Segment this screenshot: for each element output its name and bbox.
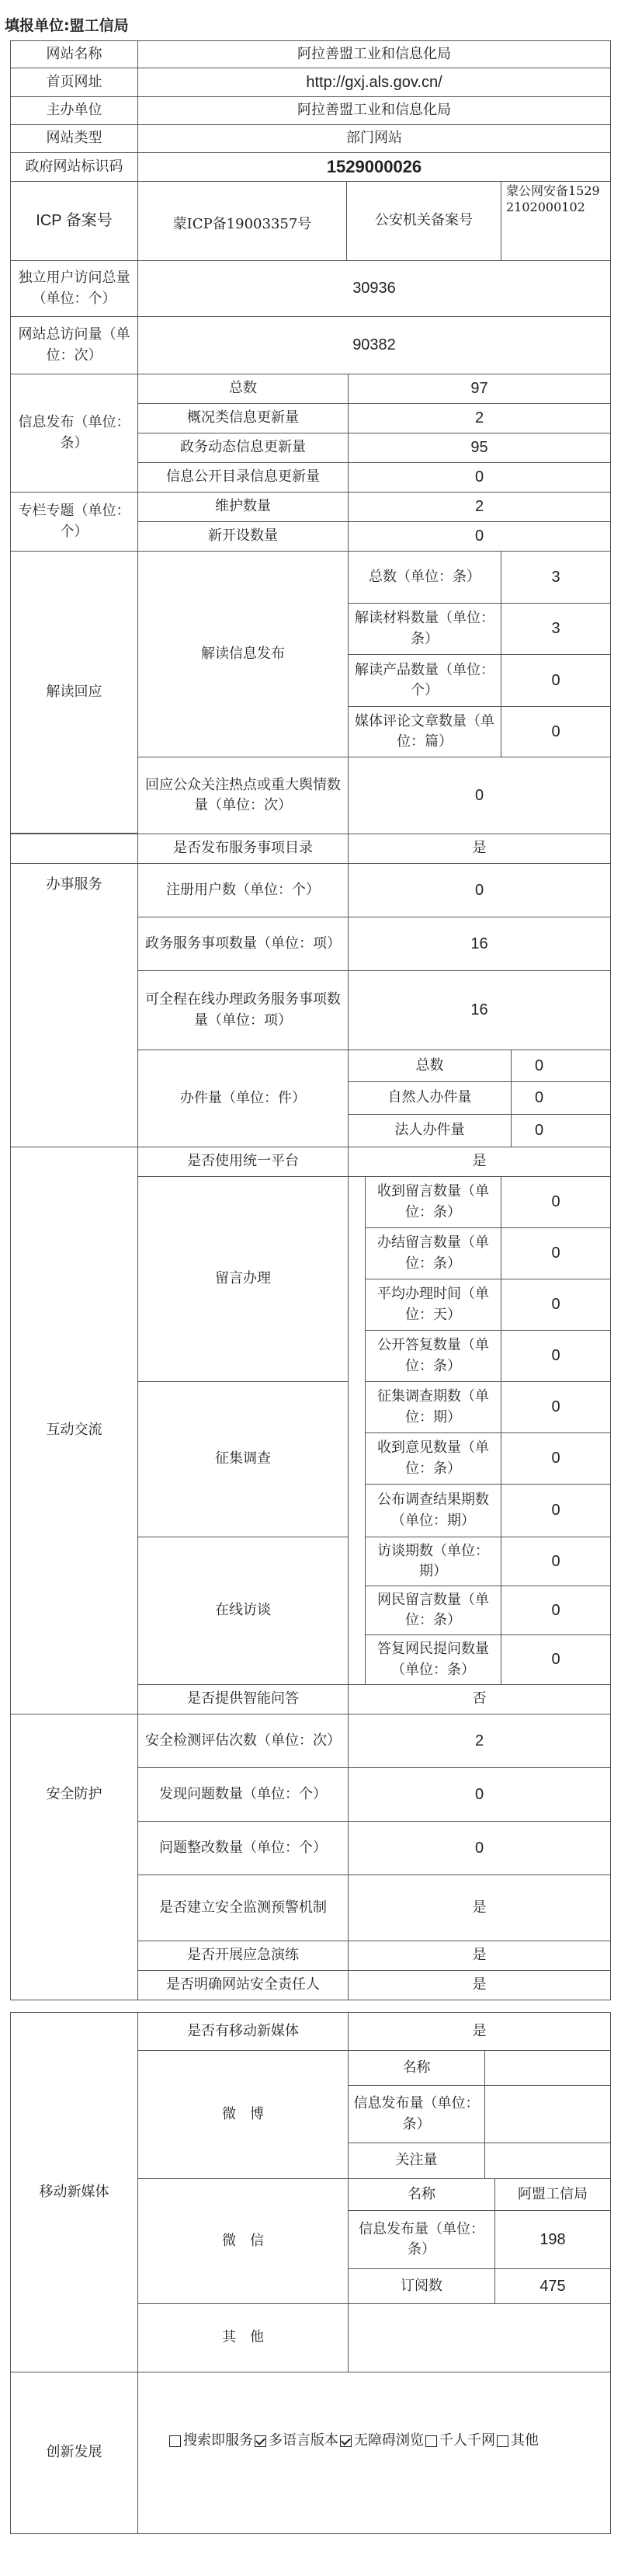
column-new-label: 新开设数量	[137, 521, 349, 552]
security-checks-label: 安全检测评估次数（单位：次）	[137, 1714, 349, 1768]
handle-total-value: 0	[511, 1050, 611, 1082]
msg-received-value: 0	[501, 1176, 611, 1228]
info-catalog-label: 信息公开目录信息更新量	[137, 462, 349, 493]
innovation-label: 创新发展	[10, 2372, 138, 2534]
info-total-label: 总数	[137, 374, 349, 404]
unchecked-checkbox-icon[interactable]	[169, 2435, 181, 2447]
icp-value: 蒙ICP备19003357号	[137, 181, 347, 261]
interpret-total-label: 总数（单位：条）	[348, 551, 501, 604]
icp-label: ICP 备案号	[10, 181, 138, 261]
security-fixed-value: 0	[348, 1821, 611, 1875]
police-label: 公安机关备案号	[346, 181, 501, 261]
site-type-label: 网站类型	[10, 124, 138, 153]
innovation-option-label: 千人千网	[439, 2432, 495, 2449]
info-overview-label: 概况类信息更新量	[137, 403, 349, 433]
sponsor-value: 阿拉善盟工业和信息化局	[137, 96, 611, 125]
interpret-product-value: 0	[501, 654, 611, 707]
handle-natural-value: 0	[511, 1081, 611, 1115]
msg-done-value: 0	[501, 1227, 611, 1279]
respond-label: 回应公众关注热点或重大舆情数量（单位：次）	[137, 757, 349, 834]
monitor-blank	[10, 1875, 138, 2000]
smart-value: 否	[348, 1684, 611, 1714]
innovation-option[interactable]	[169, 2431, 253, 2451]
service-online-label: 可全程在线办理政务服务事项数量（单位：项）	[137, 970, 349, 1050]
innovation-options	[137, 2372, 611, 2534]
platform-label: 是否使用统一平台	[137, 1147, 349, 1177]
site-name-label: 网站名称	[10, 40, 138, 68]
wechat-name-label: 名称	[348, 2178, 495, 2211]
interview-messages-label: 网民留言数量（单位：条）	[365, 1586, 501, 1635]
service-list-blank	[10, 834, 138, 864]
mobile-has-value: 是	[348, 2012, 611, 2051]
handle-total-label: 总数	[348, 1050, 512, 1082]
checked-checkbox-icon[interactable]	[340, 2435, 352, 2447]
weibo-label: 微 博	[137, 2050, 349, 2179]
column-maintain-label: 维护数量	[137, 492, 349, 522]
mobile-label: 移动新媒体	[10, 2012, 138, 2372]
msg-label: 留言办理	[137, 1176, 349, 1382]
interaction-label: 互动交流	[10, 1147, 138, 1714]
interview-answers-value: 0	[501, 1634, 611, 1685]
service-label: 办事服务	[10, 863, 138, 1147]
info-news-label: 政务动态信息更新量	[137, 433, 349, 463]
service-items-label: 政务服务事项数量（单位：项）	[137, 917, 349, 971]
monitor-value: 是	[348, 1875, 611, 1941]
msg-avg-value: 0	[501, 1279, 611, 1331]
police-value: 蒙公网安备15292102000102	[501, 181, 611, 261]
home-url-value[interactable]: http://gxj.als.gov.cn/	[137, 68, 611, 97]
innovation-option-label: 多语言版本	[269, 2432, 338, 2449]
security-issues-label: 发现问题数量（单位：个）	[137, 1767, 349, 1822]
weibo-follow-value	[484, 2143, 611, 2179]
drill-value: 是	[348, 1941, 611, 1971]
resp-label: 是否明确网站安全责任人	[137, 1970, 349, 2000]
other-value	[348, 2303, 611, 2372]
platform-value: 是	[348, 1147, 611, 1177]
wechat-subs-label: 订阅数	[348, 2268, 495, 2304]
wechat-name-value: 阿盟工信局	[494, 2178, 611, 2211]
survey-opinions-label: 收到意见数量（单位：条）	[365, 1432, 501, 1485]
service-reg-label: 注册用户数（单位：个）	[137, 863, 349, 917]
column-new-value: 0	[348, 521, 611, 552]
weibo-name-label: 名称	[348, 2050, 485, 2086]
innovation-option[interactable]	[340, 2431, 424, 2451]
service-list-value: 是	[348, 834, 611, 864]
pv-label: 网站总访问量（单位：次）	[10, 316, 138, 374]
interpret-material-label: 解读材料数量（单位：条）	[348, 603, 501, 655]
interpret-publish-label: 解读信息发布	[137, 551, 349, 757]
interpret-total-value: 3	[501, 551, 611, 604]
survey-opinions-value: 0	[501, 1432, 611, 1485]
innovation-option[interactable]	[425, 2431, 495, 2451]
info-news-value: 95	[348, 433, 611, 463]
interview-periods-label: 访谈期数（单位：期）	[365, 1537, 501, 1586]
info-overview-value: 2	[348, 403, 611, 433]
handle-natural-label: 自然人办件量	[348, 1081, 512, 1115]
pv-value: 90382	[137, 316, 611, 374]
drill-label: 是否开展应急演练	[137, 1941, 349, 1971]
service-items-value: 16	[348, 917, 611, 971]
handle-legal-value: 0	[511, 1114, 611, 1147]
weibo-follow-label: 关注量	[348, 2143, 485, 2179]
weibo-name-value	[484, 2050, 611, 2086]
weibo-posts-label: 信息发布量（单位：条）	[348, 2085, 485, 2143]
innovation-option-label: 其他	[511, 2432, 539, 2449]
survey-periods-label: 征集调查期数（单位：期）	[365, 1381, 501, 1433]
service-online-value: 16	[348, 970, 611, 1050]
msg-avg-label: 平均办理时间（单位：天）	[365, 1279, 501, 1331]
home-url-label: 首页网址	[10, 68, 138, 97]
interview-label: 在线访谈	[137, 1537, 349, 1685]
service-reg-value: 0	[348, 863, 611, 917]
msg-received-label: 收到留言数量（单位：条）	[365, 1176, 501, 1228]
msg-public-label: 公开答复数量（单位：条）	[365, 1330, 501, 1382]
info-catalog-value: 0	[348, 462, 611, 493]
wechat-subs-value: 475	[494, 2268, 611, 2304]
site-name-value: 阿拉善盟工业和信息化局	[137, 40, 611, 68]
checked-checkbox-icon[interactable]	[255, 2435, 266, 2447]
column-maintain-value: 2	[348, 492, 611, 522]
interpret-material-value: 3	[501, 603, 611, 655]
sponsor-label: 主办单位	[10, 96, 138, 125]
interpret-media-label: 媒体评论文章数量（单位：篇）	[348, 706, 501, 757]
gov-code-label: 政府网站标识码	[10, 152, 138, 182]
unchecked-checkbox-icon[interactable]	[497, 2435, 508, 2447]
respond-value: 0	[348, 757, 611, 834]
mobile-has-label: 是否有移动新媒体	[137, 2012, 349, 2051]
innovation-option-label: 无障碍浏览	[354, 2432, 424, 2449]
survey-periods-value: 0	[501, 1381, 611, 1433]
service-list-label: 是否发布服务事项目录	[137, 834, 349, 864]
uv-label: 独立用户访问总量（单位：个）	[10, 260, 138, 317]
wechat-posts-label: 信息发布量（单位：条）	[348, 2210, 495, 2269]
survey-label: 征集调查	[137, 1381, 349, 1537]
info-publish-label: 信息发布（单位：条）	[10, 374, 138, 493]
survey-results-value: 0	[501, 1484, 611, 1537]
monitor-label: 是否建立安全监测预警机制	[137, 1875, 349, 1941]
interview-messages-value: 0	[501, 1586, 611, 1635]
gov-code-value: 1529000026	[137, 152, 611, 182]
interview-answers-label: 答复网民提问数量（单位：条）	[365, 1634, 501, 1685]
security-checks-value: 2	[348, 1714, 611, 1768]
survey-results-label: 公布调查结果期数（单位：期）	[365, 1484, 501, 1537]
weibo-posts-value	[484, 2085, 611, 2143]
smart-label: 是否提供智能问答	[137, 1684, 349, 1714]
interpret-media-value: 0	[501, 706, 611, 757]
uv-value: 30936	[137, 260, 611, 317]
innovation-option[interactable]	[255, 2431, 338, 2451]
security-fixed-label: 问题整改数量（单位：个）	[137, 1821, 349, 1875]
column-label: 专栏专题（单位：个）	[10, 492, 138, 552]
wechat-label: 微 信	[137, 2178, 349, 2304]
reporting-unit: 填报单位:盟工信局	[5, 17, 129, 34]
msg-done-label: 办结留言数量（单位：条）	[365, 1227, 501, 1279]
innovation-option-label: 搜索即服务	[183, 2432, 253, 2449]
wechat-posts-value: 198	[494, 2210, 611, 2269]
service-handle-label: 办件量（单位：件）	[137, 1050, 349, 1147]
site-type-value: 部门网站	[137, 124, 611, 153]
info-total-value: 97	[348, 374, 611, 404]
msg-public-value: 0	[501, 1330, 611, 1382]
unchecked-checkbox-icon[interactable]	[425, 2435, 437, 2447]
innovation-option[interactable]	[497, 2431, 539, 2451]
interview-periods-value: 0	[501, 1537, 611, 1586]
handle-legal-label: 法人办件量	[348, 1114, 512, 1147]
interpret-label: 解读回应	[10, 551, 138, 834]
security-issues-value: 0	[348, 1767, 611, 1822]
other-label: 其 他	[137, 2303, 349, 2372]
security-label: 安全防护	[10, 1714, 138, 1875]
resp-value: 是	[348, 1970, 611, 2000]
interpret-product-label: 解读产品数量（单位：个）	[348, 654, 501, 707]
